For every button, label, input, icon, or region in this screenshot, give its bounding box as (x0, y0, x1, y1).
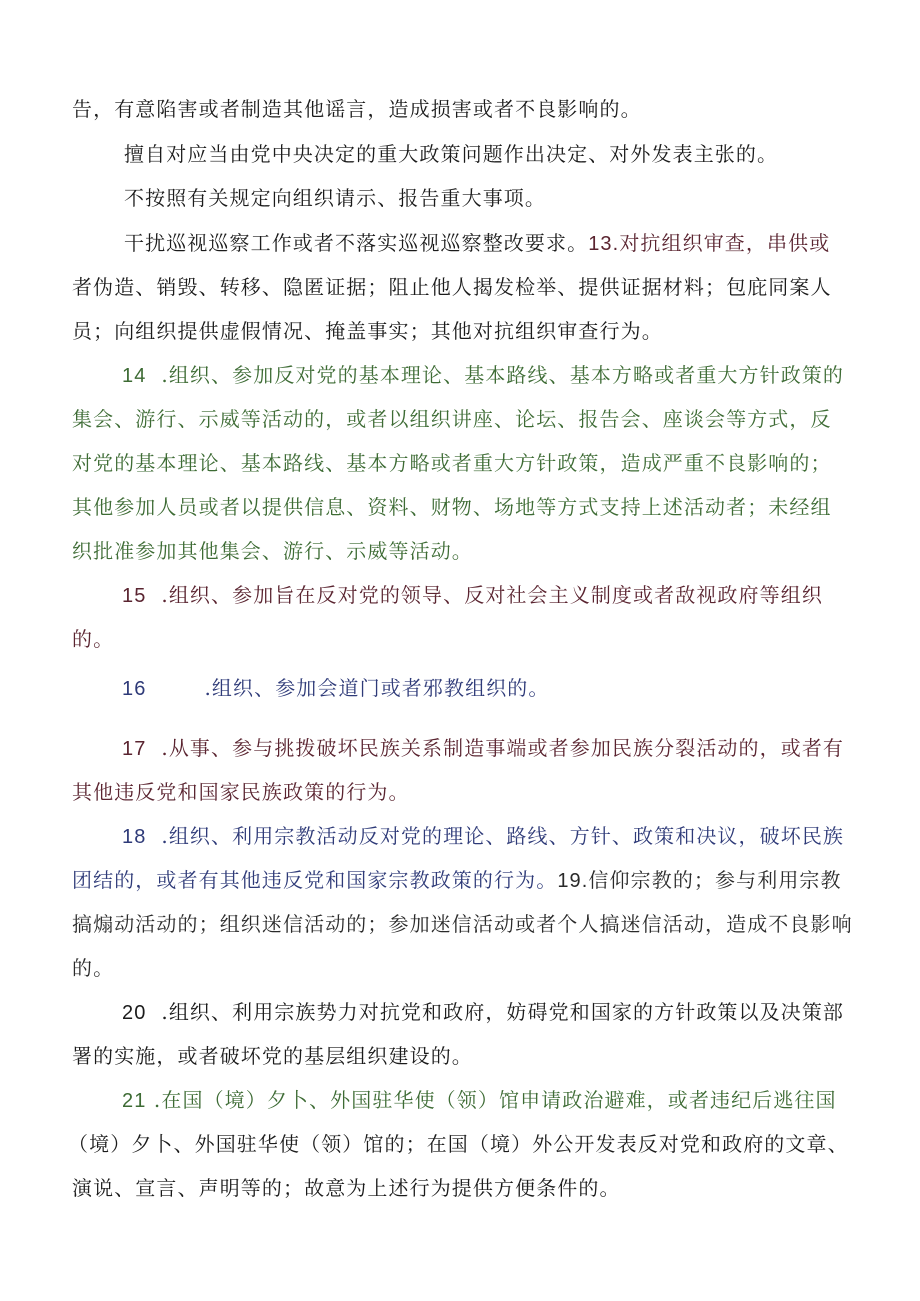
text-segment: .组织、参加旨在反对党的领导、反对社会主义制度或者敌视政府等组织 (161, 583, 823, 607)
item-number-13: 13. (588, 233, 620, 255)
item-number-20: 20 (122, 1002, 147, 1024)
text-line (122, 1085, 837, 1116)
text-segment: .组织、利用宗族势力对抗党和政府，妨碍党和国家的方针政策以及决策部 (161, 1000, 845, 1024)
item-number-19: 19. (557, 870, 589, 892)
text-segment: .组织、参加会道门或者邪教组织的。 (204, 676, 550, 700)
text-line (122, 733, 844, 764)
text-line: 不按照有关规定向组织请示、报告重大事项。 (124, 186, 546, 210)
text-line (122, 997, 844, 1028)
item-number-14: 14 (122, 365, 147, 387)
text-line (122, 821, 844, 852)
text-line (122, 673, 550, 704)
text-segment: 信仰宗教的；参与利用宗教 (588, 868, 842, 892)
text-line: 擅自对应当由党中央决定的重大政策问题作出决定、对外发表主张的。 (124, 142, 779, 166)
text-line: 告，有意陷害或者制造其他谣言，造成损害或者不良影响的。 (72, 97, 642, 121)
text-line: 的。 (72, 627, 115, 651)
text-line: 演说、宣言、声明等的；故意为上述行为提供方便条件的。 (72, 1176, 621, 1200)
text-line: 署的实施，或者破坏党的基层组织建设的。 (72, 1044, 473, 1068)
text-segment: 干扰巡视巡察工作或者不落实巡视巡察整改要求。 (124, 231, 589, 255)
text-line: 集会、游行、示威等活动的，或者以组织讲座、论坛、报告会、座谈会等方式，反 (72, 407, 832, 431)
text-line: 员；向组织提供虚假情况、掩盖事实；其他对抗组织审查行为。 (72, 319, 663, 343)
text-segment: .组织、参加反对党的基本理论、基本路线、基本方略或者重大方针政策的 (161, 363, 845, 387)
item-number-17: 17 (122, 738, 147, 760)
item-number-18: 18 (122, 826, 147, 848)
item-number-16: 16 (122, 678, 147, 700)
text-line: 对党的基本理论、基本路线、基本方略或者重大方针政策，造成严重不良影响的； (72, 451, 832, 475)
item-number-21: 21 (122, 1090, 147, 1112)
item-number-15: 15 (122, 585, 147, 607)
text-segment: 团结的，或者有其他违反党和国家宗教政策的行为。 (72, 868, 558, 892)
text-line: 搞煽动活动的；组织迷信活动的；参加迷信活动或者个人搞迷信活动，造成不良影响 (72, 912, 853, 936)
text-line (122, 580, 823, 611)
text-segment: .从事、参与挑拨破坏民族关系制造事端或者参加民族分裂活动的，或者有 (161, 736, 845, 760)
text-line: 者伪造、销毁、转移、隐匿证据；阻止他人揭发检举、提供证据材料；包庇同案人 (72, 275, 832, 299)
text-segment: 对抗组织审查，串供或 (619, 231, 831, 255)
text-line: 其他违反党和国家民族政策的行为。 (72, 780, 410, 804)
text-segment: .在国（境）夕卜、外国驻华使（领）馆申请政治避难，或者违纪后逃往国 (153, 1088, 837, 1112)
text-line: 的。 (72, 956, 115, 980)
text-line (124, 228, 830, 259)
text-line: 其他参加人员或者以提供信息、资料、财物、场地等方式支持上述活动者；未经组 (72, 495, 832, 519)
text-line (72, 865, 842, 896)
text-segment: .组织、利用宗教活动反对党的理论、路线、方针、政策和决议，破坏民族 (161, 824, 845, 848)
text-line: 织批准参加其他集会、游行、示威等活动。 (72, 539, 473, 563)
text-line: （境）夕卜、外国驻华使（领）馆的；在国（境）外公开发表反对党和政府的文章、 (68, 1132, 849, 1156)
text-line (122, 360, 844, 391)
